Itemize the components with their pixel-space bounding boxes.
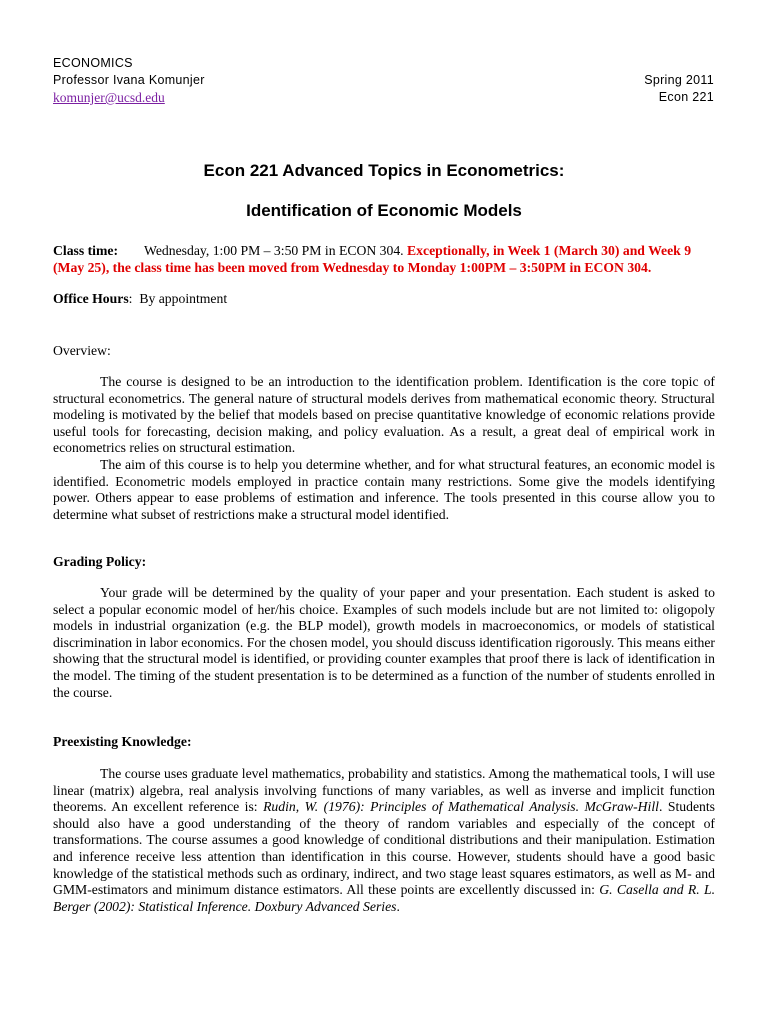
class-time-section xyxy=(53,243,715,276)
knowledge-text-c: . xyxy=(396,898,400,914)
grading-paragraph: Your grade will be determined by the quality of your paper and your presentation. Each student is asked to select a popular economic model of her/his choice. Examples of such models include but are not limited to: oligopoly models in industrial organization (e.g. the BLP model), growth models in macroeconomics, or models of statistical discrimination in labor economics. For the chosen model, you should discuss identification rigorously. This means either showing that the structural model is identified, or providing counter examples that proof there is lack of identification in the model. The timing of the student presentation is to be determined as a function of the number of students enrolled in the course. xyxy=(53,585,715,700)
email-link[interactable]: komunjer@ucsd.edu xyxy=(53,90,165,105)
reference-casella-berger: G. Casella and R. L. Berger (2002): Statistical Inference. Doxbury Advanced Series xyxy=(53,882,715,914)
knowledge-text-b: . Students should also have a good understanding of the theory of random variables and especially of the concept of transformations. The course assumes a good knowledge of conditional distributions and their manipulation. Estimation and inference receive less attention than identification in this course. However, students should have a good basic knowledge of the statistical methods such as ordinary, indirect, and two stage least squares estimators, as well as M- and GMM-estimators and minimum distance estimators. All these points are excellently discussed in: xyxy=(53,799,715,898)
office-hours-colon: : xyxy=(128,291,133,306)
course-subtitle: Identification of Economic Models xyxy=(246,201,522,220)
grading-heading: Grading Policy: xyxy=(53,554,147,569)
office-hours-section xyxy=(53,291,715,308)
class-time-notice: Exceptionally, in Week 1 (March 30) and Week 9 (May 25), the class time has been moved from Wednesday to Monday 1:00PM – 3:50PM in ECON 304. xyxy=(53,243,692,275)
overview-paragraph-1: The course is designed to be an introduction to the identification problem. Identification is the core topic of structural econometrics. The general nature of structural models derives from mathematical economic theory. Structural modeling is motivated by the belief that models based on precise quantitative knowledge of economic relations provide useful tools for forecasting, decision making, and policy evaluation. As a result, a great deal of empirical work in econometrics relies on structural estimation. xyxy=(53,374,715,456)
overview-section xyxy=(53,374,715,523)
office-hours-text: By appointment xyxy=(139,291,228,306)
overview-heading: Overview: xyxy=(53,343,111,358)
office-hours-label: Office Hours xyxy=(53,291,129,306)
knowledge-heading: Preexisting Knowledge: xyxy=(53,734,192,749)
class-time-label: Class time: xyxy=(53,243,119,258)
knowledge-text-a: The course uses graduate level mathematics, probability and statistics. Among the mathematical tools, I will use linear (matrix) algebra, real analysis involving functions of many variables, as well as inverse and implicit function theorems. An excellent reference is: xyxy=(53,766,715,815)
knowledge-paragraph xyxy=(53,766,715,915)
knowledge-section xyxy=(53,766,715,915)
professor-name: Professor Ivana Komunjer xyxy=(53,73,205,87)
grading-section xyxy=(53,585,715,701)
class-time-text: Wednesday, 1:00 PM – 3:50 PM in ECON 304. xyxy=(144,243,404,258)
course-code: Econ 221 xyxy=(658,90,714,104)
header-left xyxy=(53,55,205,107)
department-label: ECONOMICS xyxy=(53,56,133,70)
overview-paragraph-2: The aim of this course is to help you determine whether, and for what structural features, an economic model is identified. Econometric models employed in practice contain many restrictions. Some give the models identifying power. Others appear to ease problems of estimation and inference. The tools presented in this course allow you to determine what subset of restrictions make a structural model identified. xyxy=(53,456,715,522)
term-label: Spring 2011 xyxy=(644,73,714,87)
header-right xyxy=(644,72,714,106)
course-title: Econ 221 Advanced Topics in Econometrics: xyxy=(203,161,565,180)
reference-rudin: Rudin, W. (1976): Principles of Mathematical Analysis. McGraw-Hill xyxy=(263,799,659,815)
